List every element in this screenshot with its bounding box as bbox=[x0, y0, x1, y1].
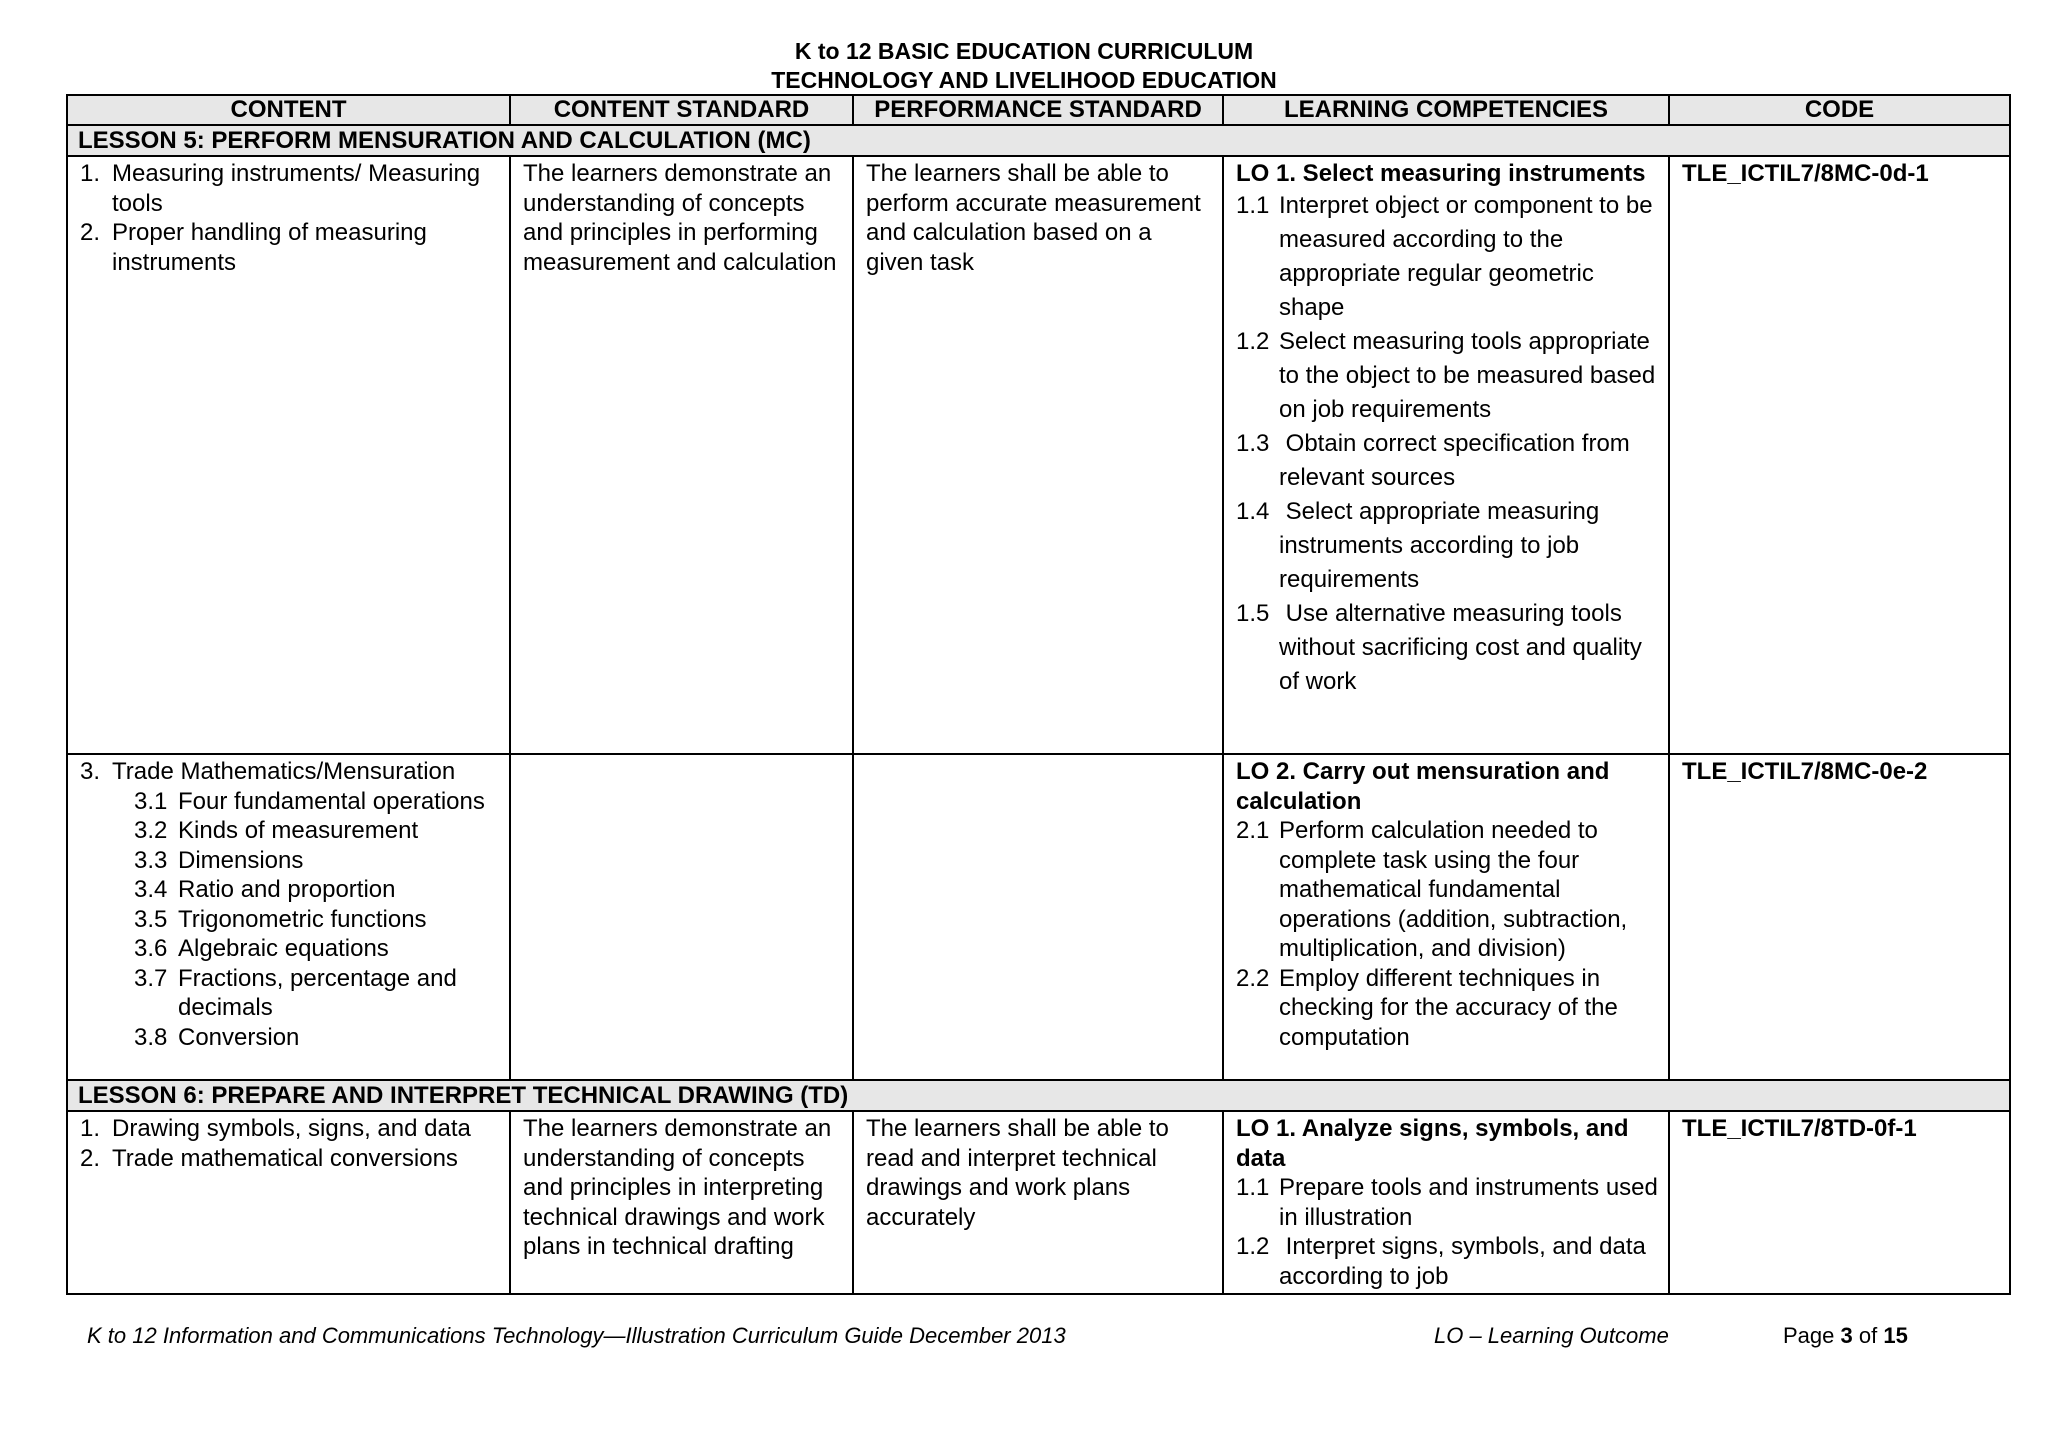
content-sub-item: 3.7 Fractions, percentage and decimals bbox=[134, 964, 457, 1021]
content-sub-item: 3.4 Ratio and proportion bbox=[134, 876, 396, 903]
content-item: 2. Proper handling of measuring instruments bbox=[80, 219, 427, 276]
footer-legend: LO – Learning Outcome bbox=[1434, 1323, 1669, 1348]
content-sub-item: 3.2 Kinds of measurement bbox=[134, 817, 419, 844]
competency-item: 1.1 Prepare tools and instruments used in illustration bbox=[1236, 1174, 1658, 1231]
column-header-content: CONTENT bbox=[67, 95, 510, 125]
content-item: 2. Trade mathematical conversions bbox=[80, 1144, 458, 1172]
performance-standard-cell: The learners shall be able to perform accurate measurement and calculation based on a given task bbox=[853, 156, 1223, 754]
footer-guide-title: K to 12 Information and Communications Technology—Illustration Curriculum Guide December 2013 bbox=[87, 1323, 1066, 1348]
lesson-5-title: LESSON 5: PERFORM MENSURATION AND CALCULATION (MC) bbox=[67, 125, 2010, 156]
competency-item: 2.1 Perform calculation needed to complete task using the four mathematical fundamental operations (addition, subtraction, multiplication, and division) bbox=[1236, 817, 1628, 962]
learning-outcome-title: LO 1. Select measuring instruments bbox=[1236, 160, 1646, 187]
competency-item: 1.5 Use alternative measuring tools without sacrificing cost and quality of work bbox=[1236, 599, 1642, 695]
learning-outcome-title: LO 2. Carry out mensuration and calculation bbox=[1236, 758, 1610, 815]
table-row bbox=[67, 1111, 2010, 1294]
content-standard-cell bbox=[510, 754, 853, 1080]
competency-item: 2.2 Employ different techniques in checking for the accuracy of the computation bbox=[1236, 964, 1618, 1051]
learning-competencies-cell bbox=[1223, 156, 1669, 754]
competency-item: 1.3 Obtain correct specification from relevant sources bbox=[1236, 429, 1630, 491]
content-sub-item: 3.8 Conversion bbox=[134, 1023, 300, 1051]
content-standard-cell: The learners demonstrate an understanding of concepts and principles in performing measurement and calculation bbox=[510, 156, 853, 754]
table-header-row bbox=[67, 95, 2010, 125]
table-row bbox=[67, 156, 2010, 754]
lesson-5-row bbox=[67, 125, 2010, 156]
content-cell bbox=[67, 1111, 510, 1294]
content-sub-item: 3.1 Four fundamental operations bbox=[134, 787, 485, 815]
content-item: 1. Measuring instruments/ Measuring tools bbox=[80, 160, 481, 217]
content-item: 3. Trade Mathematics/Mensuration bbox=[80, 758, 456, 785]
content-sub-item: 3.5 Trigonometric functions bbox=[134, 905, 427, 933]
content-sub-item: 3.3 Dimensions bbox=[134, 846, 304, 874]
performance-standard-cell: The learners shall be able to read and interpret technical drawings and work plans accurately bbox=[853, 1111, 1223, 1294]
column-header-content-standard: CONTENT STANDARD bbox=[510, 95, 853, 125]
competency-item: 1.4 Select appropriate measuring instruments according to job requirements bbox=[1236, 497, 1600, 593]
code-cell: TLE_ICTIL7/8TD-0f-1 bbox=[1669, 1111, 2010, 1294]
competency-item: 1.2 Select measuring tools appropriate to the object to be measured based on job requirements bbox=[1236, 327, 1656, 423]
performance-standard-cell bbox=[853, 754, 1223, 1080]
code-cell: TLE_ICTIL7/8MC-0e-2 bbox=[1669, 754, 2010, 1080]
content-cell bbox=[67, 156, 510, 754]
lesson-6-row bbox=[67, 1080, 2010, 1111]
learning-competencies-cell bbox=[1223, 1111, 1669, 1294]
column-header-learning-competencies: LEARNING COMPETENCIES bbox=[1223, 95, 1669, 125]
lesson-6-title: LESSON 6: PREPARE AND INTERPRET TECHNICAL DRAWING (TD) bbox=[67, 1080, 2010, 1111]
document-title: K to 12 BASIC EDUCATION CURRICULUM bbox=[794, 38, 1254, 64]
page-number: Page 3 of 15 bbox=[1783, 1323, 1908, 1348]
column-header-performance-standard: PERFORMANCE STANDARD bbox=[853, 95, 1223, 125]
document-subtitle: TECHNOLOGY AND LIVELIHOOD EDUCATION bbox=[771, 67, 1277, 93]
competency-item: 1.1 Interpret object or component to be measured according to the appropriate regular geometric shape bbox=[1236, 191, 1653, 321]
learning-competencies-cell bbox=[1223, 754, 1669, 1080]
table-row bbox=[67, 754, 2010, 1080]
code-cell: TLE_ICTIL7/8MC-0d-1 bbox=[1669, 156, 2010, 754]
content-standard-cell: The learners demonstrate an understanding of concepts and principles in interpreting technical drawings and work plans in technical drafting bbox=[510, 1111, 853, 1294]
content-sub-item: 3.6 Algebraic equations bbox=[134, 935, 389, 962]
content-item: 1. Drawing symbols, signs, and data bbox=[80, 1115, 471, 1142]
competency-item: 1.2 Interpret signs, symbols, and data according to job bbox=[1236, 1233, 1646, 1290]
content-cell bbox=[67, 754, 510, 1080]
learning-outcome-title: LO 1. Analyze signs, symbols, and data bbox=[1236, 1115, 1629, 1172]
curriculum-table bbox=[66, 94, 2011, 1295]
column-header-code: CODE bbox=[1669, 95, 2010, 125]
